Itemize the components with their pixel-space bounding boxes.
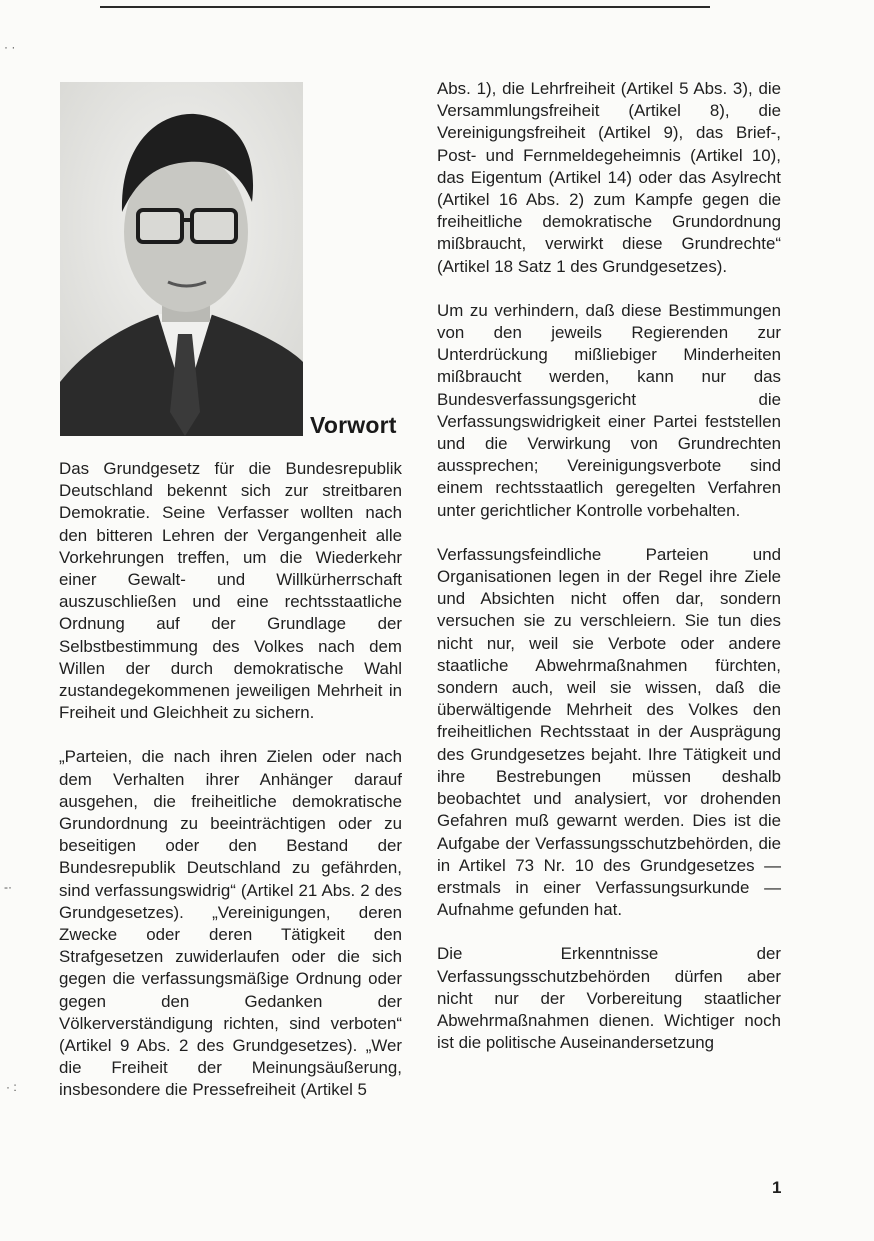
left-column [59, 458, 402, 1124]
scan-mark: -· [4, 880, 12, 894]
section-heading: Vorwort [310, 412, 397, 438]
paragraph: Abs. 1), die Lehrfreiheit (Artikel 5 Abs. 3), die Versammlungsfreiheit (Artikel 8), die Vereinigungsfreiheit (Artikel 9), das Brief-, Post- und Fernmeldegeheimnis (Artikel 10), das Eigentum (Artikel 14) oder das Asylrecht (Artikel 16 Abs. 2) zum Kampfe gegen die freiheitliche demokratische Grundordnung mißbraucht, verwirkt diese Grundrechte“ (Artikel 18 Satz 1 des Grundgesetzes). [437, 79, 781, 276]
paragraph: Verfassungsfeindliche Parteien und Organisationen legen in der Regel ihre Ziele und Absichten nicht offen dar, sondern versuchen sie zu verschleiern. Sie tun dies nicht nur, weil sie Verbote oder andere staatliche Abwehrmaßnahmen fürchten, sondern auch, weil sie wissen, daß die überwältigende Mehrheit des Volkes den freiheitlichen Rechtsstaat in der Ausprägung des Grundgesetzes bejaht. Ihre Tätigkeit und ihre Bestrebungen müssen deshalb beobachtet und analysiert, vor drohenden Gefahren muß gewarnt werden. Dies ist die Aufgabe der Verfassungsschutzbehörden, die in Artikel 73 Nr. 10 des Grundgesetzes — erstmals in einer Verfassungsurkunde — Aufnahme gefunden hat. [437, 544, 781, 920]
paragraph: Das Grundgesetz für die Bundesrepublik Deutschland bekennt sich zur streitbaren Demokratie. Seine Verfasser wollten nach den bitteren Lehren der Vergangenheit alle Vorkehrungen treffen, um die Wiederkehr einer Gewalt- und Willkürherrschaft auszuschließen und eine rechtsstaatliche Ordnung auf der Grundlage der Selbstbestimmung des Volkes nach dem Willen der durch demokratische Wahl zustandegekommenen jeweiligen Mehrheit in Freiheit und Gleichheit zu sichern. [59, 459, 402, 723]
scan-mark: · · [4, 40, 16, 54]
paragraph: „Parteien, die nach ihren Zielen oder nach dem Verhalten ihrer Anhänger darauf ausgehen, die freiheitliche demokratische Grundordnung zu beeinträchtigen oder zu beseitigen oder den Bestand der Bundesrepublik Deutschland zu gefährden, sind verfassungswidrig“ (Artikel 21 Abs. 2 des Grundgesetzes). „Vereinigungen, deren Zwecke oder deren Tätigkeit den Strafgesetzen zuwiderlaufen oder die sich gegen die verfassungsmäßige Ordnung oder gegen den Gedanken der Völkerverständigung richten, sind verboten“ (Artikel 9 Abs. 2 des Grundgesetzes). „Wer die Freiheit der Meinungsäußerung, insbesondere die Pressefreiheit (Artikel 5 [59, 747, 402, 1100]
top-rule [100, 6, 710, 8]
paragraph: Die Erkenntnisse der Verfassungsschutzbehörden dürfen aber nicht nur der Vorbereitung staatlicher Abwehrmaßnahmen dienen. Wichtiger noch ist die politische Auseinandersetzung [437, 944, 781, 1053]
right-column [437, 78, 781, 1076]
paragraph: Um zu verhindern, daß diese Bestimmungen von den jeweils Regierenden zur Unterdrückung mißliebiger Minderheiten mißbraucht werden, kann nur das Bundesverfassungsgericht die Verfassungswidrigkeit einer Partei feststellen und die Verwirkung von Grundrechten aussprechen; Vereinigungsverbote sind einem rechtsstaatlich geregelten Verfahren unter gerichtlicher Kontrolle vorbehalten. [437, 300, 781, 520]
page-number: 1 [772, 1178, 782, 1197]
portrait-photo [60, 82, 303, 436]
scan-mark: · : [6, 1080, 17, 1094]
